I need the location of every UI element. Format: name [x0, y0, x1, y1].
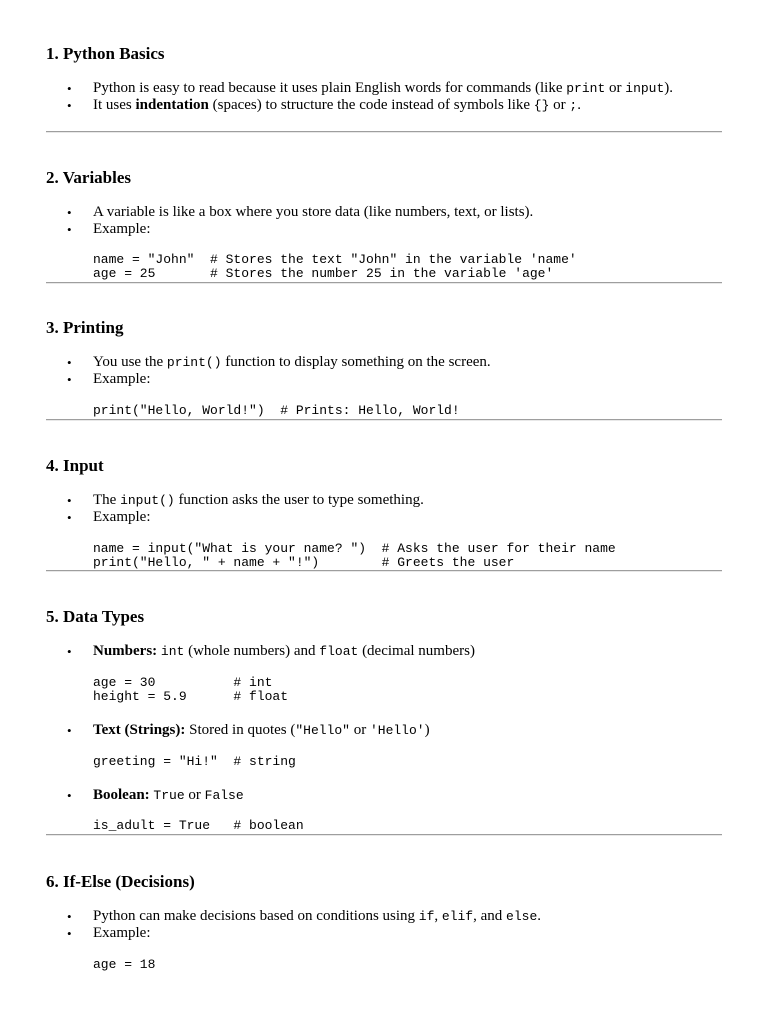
code-block: age = 18: [93, 957, 156, 972]
bold-text: indentation: [135, 97, 209, 113]
text: Python is easy to read because it uses plain English words for commands (like: [93, 80, 567, 96]
text: or: [605, 80, 626, 96]
text: .: [577, 97, 581, 113]
list-item-boolean: [93, 787, 244, 804]
text: A variable is like a box where you store data (like numbers, text, or lists).: [93, 204, 534, 220]
code-block: age = 30 # int height = 5.9 # float: [93, 675, 289, 704]
text: Example:: [93, 221, 151, 237]
text: (decimal numbers): [358, 643, 475, 659]
text: .: [537, 908, 542, 924]
list-item: [93, 97, 581, 114]
inline-code: 'Hello': [369, 723, 425, 738]
inline-code: True: [153, 788, 185, 803]
text: Example:: [93, 925, 151, 941]
text: (spaces) to structure the code instead of symbols like: [208, 97, 534, 113]
text: function to display something on the screen.: [221, 354, 491, 370]
horizontal-rule: [46, 131, 722, 133]
inline-code: else: [506, 909, 538, 924]
text: or: [549, 97, 570, 113]
inline-code: input(): [120, 493, 175, 508]
text: Python can make decisions based on conditions using: [93, 908, 419, 924]
inline-code: print: [566, 81, 606, 96]
list-item: [93, 221, 150, 238]
text: ).: [664, 80, 674, 96]
horizontal-rule: [46, 834, 722, 836]
text: , and: [473, 908, 507, 924]
section-heading: 4. Input: [46, 456, 104, 475]
inline-code: input: [625, 81, 665, 96]
list-item: [93, 371, 150, 388]
list-item: [93, 492, 424, 509]
section-heading: 5. Data Types: [46, 607, 145, 626]
section-heading: 1. Python Basics: [46, 44, 165, 63]
section-heading: 3. Printing: [46, 318, 124, 337]
code-block: print("Hello, World!") # Prints: Hello, World!: [93, 403, 460, 418]
code-block: name = input("What is your name? ") # Asks the user for their name print("Hello, " + name + "!") # Greets the user: [93, 541, 616, 570]
bold-text: Numbers:: [93, 643, 158, 659]
inline-code: int: [160, 644, 185, 659]
text: It uses: [93, 97, 136, 113]
inline-code: float: [319, 644, 359, 659]
section-heading: 6. If-Else (Decisions): [46, 872, 195, 891]
horizontal-rule: [46, 570, 722, 572]
list-item-numbers: [93, 643, 475, 660]
inline-code: if: [418, 909, 435, 924]
text: The: [93, 492, 121, 508]
text: ): [424, 722, 430, 738]
code-block: name = "John" # Stores the text "John" in the variable 'name' age = 25 # Stores the number 25 in the variable 'age': [93, 252, 577, 281]
horizontal-rule: [46, 282, 722, 284]
list-item: [93, 80, 673, 97]
list-item: [93, 908, 541, 925]
horizontal-rule: [46, 419, 722, 421]
bold-text: Text (Strings):: [93, 722, 186, 738]
inline-code: ;: [569, 98, 578, 113]
inline-code: print(): [166, 355, 222, 370]
code-block: greeting = "Hi!" # string: [93, 754, 296, 769]
list-item: [93, 925, 150, 942]
text: or: [349, 722, 370, 738]
text: You use the: [93, 354, 167, 370]
list-item: [93, 354, 491, 371]
text: Stored in quotes (: [185, 722, 296, 738]
bold-text: Boolean:: [93, 787, 150, 803]
inline-code: elif: [441, 909, 474, 924]
inline-code: {}: [533, 98, 550, 113]
inline-code: False: [204, 788, 244, 803]
text: Example:: [93, 371, 151, 387]
text: or: [184, 787, 205, 803]
text: ,: [434, 908, 442, 924]
text: (whole numbers) and: [184, 643, 320, 659]
text: function asks the user to type something.: [174, 492, 424, 508]
list-item: [93, 509, 150, 526]
inline-code: "Hello": [295, 723, 350, 738]
list-item-text-strings: [93, 722, 430, 739]
section-heading: 2. Variables: [46, 168, 132, 187]
list-item: [93, 204, 533, 221]
text: Example:: [93, 509, 151, 525]
code-block: is_adult = True # boolean: [93, 818, 304, 833]
